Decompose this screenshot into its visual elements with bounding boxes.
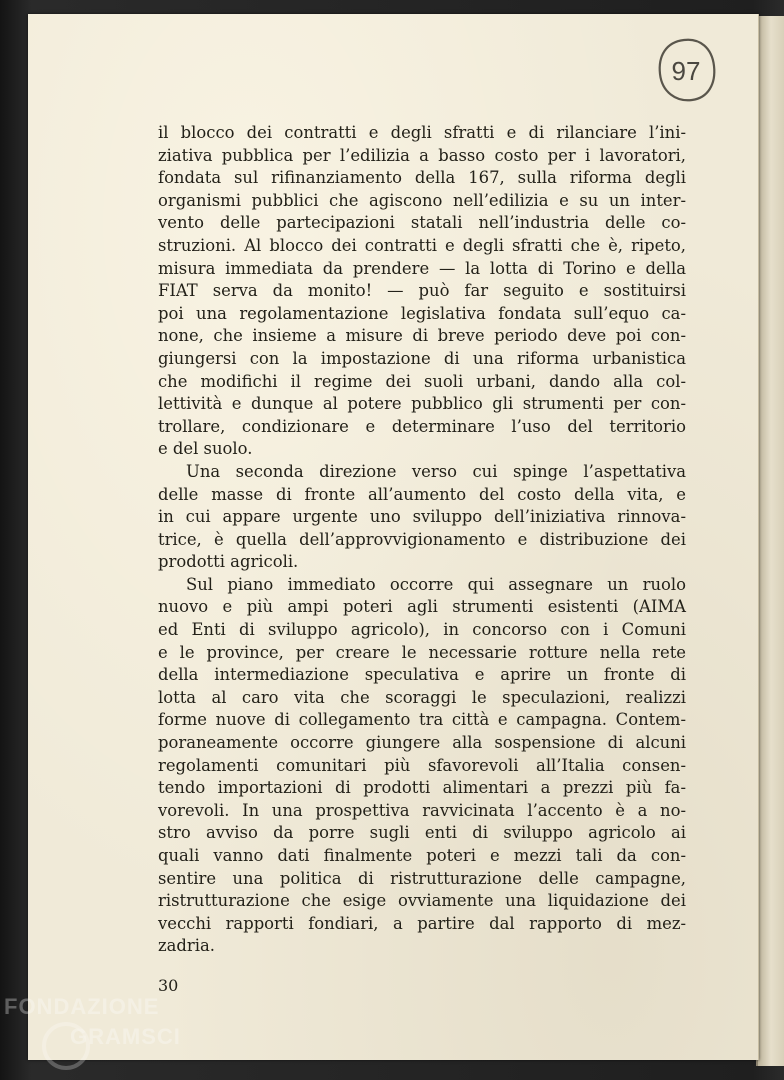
text-line: in cui appare urgente uno sviluppo dell’iniziativa rinnova-: [158, 507, 686, 527]
text-line: prodotti agricoli.: [158, 552, 299, 572]
text-line: e le province, per creare le necessarie rotture nella rete: [158, 642, 686, 662]
page-mark-number: 97: [671, 56, 701, 86]
circled-number-stamp: [654, 34, 718, 106]
text-line: misura immediata da prendere — la lotta di Torino e della: [158, 258, 686, 278]
text-line: ziativa pubblica per l’edilizia a basso costo per i lavoratori,: [158, 145, 686, 165]
text-line: poraneamente occorre giungere alla sospensione di alcuni: [158, 733, 686, 753]
text-line: e del suolo.: [158, 439, 253, 459]
text-line: none, che insieme a misure di breve periodo deve poi con-: [158, 326, 686, 346]
watermark-logo: [0, 988, 210, 1080]
text-line: quali vanno dati finalmente poteri e mezzi tali da con-: [158, 846, 686, 865]
text-line: stro avviso da porre sugli enti di sviluppo agricolo ai: [158, 823, 686, 843]
text-line: che modifichi il regime dei suoli urbani, dando alla col-: [158, 371, 686, 391]
text-line: il blocco dei contratti e degli sfratti e di rilanciare l’ini-: [158, 123, 686, 142]
text-line: vecchi rapporti fondiari, a partire dal rapporto di mez-: [158, 913, 686, 933]
text-line: poi una regolamentazione legislativa fondata sull’equo ca-: [158, 303, 686, 323]
text-line: organismi pubblici che agiscono nell’edilizia e su un inter-: [158, 190, 686, 210]
text-line: regolamenti comunitari più sfavorevoli all’Italia consen-: [158, 755, 686, 775]
text-line: trollare, condizionare e determinare l’uso del territorio: [158, 416, 686, 436]
text-line: della intermediazione speculativa e aprire un fronte di: [158, 665, 686, 685]
text-line: ristrutturazione che esige ovviamente una liquidazione dei: [158, 891, 686, 911]
text-line: FIAT serva da monito! — può far seguito e sostituirsi: [158, 281, 686, 301]
text-line: vento delle partecipazioni statali nell’industria delle co-: [158, 213, 686, 233]
text-line: tendo importazioni di prodotti alimentari a prezzi più fa-: [158, 778, 686, 798]
text-line: forme nuove di collegamento tra città e campagna. Contem-: [158, 710, 686, 730]
watermark-line-2: GRAMSCI: [70, 1024, 181, 1049]
text-line: Sul piano immediato occorre qui assegnare un ruolo: [186, 574, 686, 594]
text-line: zadria.: [158, 936, 215, 956]
text-line: delle masse di fronte all’aumento del costo della vita, e: [158, 484, 686, 504]
text-line: vorevoli. In una prospettiva ravvicinata l’accento è a no-: [158, 800, 686, 820]
text-line: nuovo e più ampi poteri agli strumenti esistenti (AIMA: [158, 597, 686, 617]
handwritten-page-mark: [654, 34, 718, 106]
book-page: [28, 14, 759, 1060]
text-line: trice, è quella dell’approvvigionamento e distribuzione dei: [158, 529, 686, 549]
text-line: lettività e dunque al potere pubblico gli strumenti per con-: [158, 394, 686, 414]
page-number: 30: [158, 976, 179, 995]
next-page-edge: [756, 16, 784, 1066]
text-line: fondata sul rifinanziamento della 167, sulla riforma degli: [158, 168, 686, 188]
text-line: Una seconda direzione verso cui spinge l’aspettativa: [186, 461, 686, 481]
text-line: ed Enti di sviluppo agricolo), in concorso con i Comuni: [158, 620, 686, 640]
body-text: [158, 122, 686, 958]
watermark-line-1: FONDAZIONE: [4, 994, 160, 1019]
text-line: sentire una politica di ristrutturazione delle campagne,: [158, 868, 686, 888]
text-line: giungersi con la impostazione di una riforma urbanistica: [158, 348, 686, 368]
text-line: struzioni. Al blocco dei contratti e degli sfratti che è, ripeto,: [158, 235, 686, 255]
text-line: lotta al caro vita che scoraggi le speculazioni, realizzi: [158, 687, 686, 707]
